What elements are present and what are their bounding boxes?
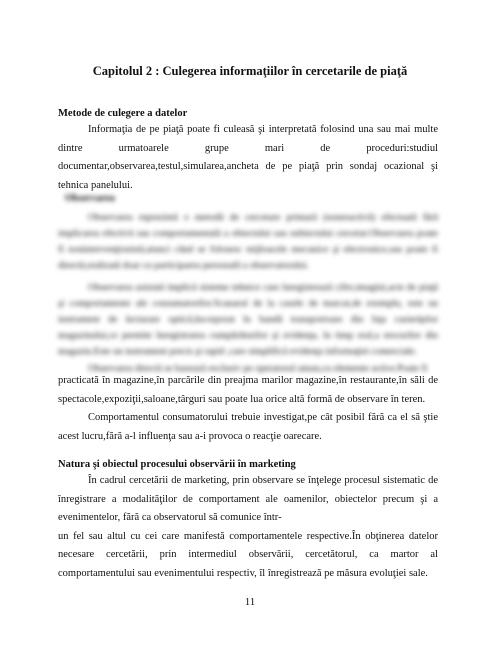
section-heading-nature: Natura şi obiectul procesului observării în marketing xyxy=(58,459,296,470)
page-number: 11 xyxy=(244,596,256,608)
chapter-title: Capitolul 2 : Culegerea informaţiilor în cercetarile de piaţă xyxy=(92,64,408,78)
paragraph-methods: Informaţia de pe piaţă poate fi culeasă şi interpretată folosind una sau mai multe dintre urmatoarele grupe mari de proceduri:studiul documentar,observarea,testul,simularea,ancheta de pe piaţă prin sondaj ocazional şi tehnica panelului. xyxy=(58,124,438,191)
paragraph-observation-2: Observarea asistată implică sisteme tehnice care înregistrează cifre,imagini,acte de piaţă şi comportamente ale consumatorilor.Scanarul de la casele de marcat,de exemplu, este un instrument de lecturare optică,încorporat în bandă transportoare din faţa casieriţelor magazinului,ce permite înregistrarea cumpărăturilor şi evidenţa, în timp real,a stocurilor din magazin.Este un instrument precis şi rapid ,care simplifică evidenţa informaţiei comerciale. xyxy=(58,282,438,357)
section-heading-observation: Observarea xyxy=(65,193,115,204)
section-heading-methods: Metode de culegere a datelor xyxy=(58,108,188,119)
paragraph-observation-1: Observarea reprezintă o metodă de cercetare primară (nonreactivă) efectuată fără implicarea efectivă sau comportamentală a obiectului sau subiectului cercetat.Observarea poate fi nonintervenţionistă,atunci când se folosesc mijloacele mecanice şi electronice,sau poate fi directă,realizată doar cu participarea personală a observatorului. xyxy=(58,212,438,271)
section-direct-observation xyxy=(58,372,438,446)
paragraph-direct-observation-start: Observarea directă se bazează exclusiv pe operatorul uman,cu elemente active.Poate fi xyxy=(88,363,428,374)
paragraph-nature-2: un fel sau altul cu cei care manifestă comportamentele respective.În obţinerea datelor necesare cercetării, prin intermediul observării, cercetătorul, ca martor al comportamentului sau evenimentului respectiv, îl înregistrează pe măsura evoluţiei sale. xyxy=(58,530,438,579)
section-nature-observation xyxy=(58,459,438,583)
paragraph-consumer-behaviour: Comportamentul consumatorului trebuie investigat,pe cât posibil fără ca el să ştie acest lucru,fără a-l influenţa sau a-i provoca o reacţie oarecare. xyxy=(58,412,438,442)
section-methods xyxy=(58,108,438,195)
paragraph-direct-observation: practicată în magazine,în parcările din preajma marilor magazine,în restaurante,în săli de spectacole,expoziţii,saloane,târguri sau poate lua orice altă formă de observare în teren. xyxy=(58,375,438,405)
paragraph-nature-1: În cadrul cercetării de marketing, prin observare se înţelege procesul sistematic de înregistrare a modalităţilor de comportament ale oamenilor, obiectelor precum şi a evenimentelor, fără ca observatorul să comunice într- xyxy=(58,475,438,523)
blurred-observation-section xyxy=(58,192,438,360)
